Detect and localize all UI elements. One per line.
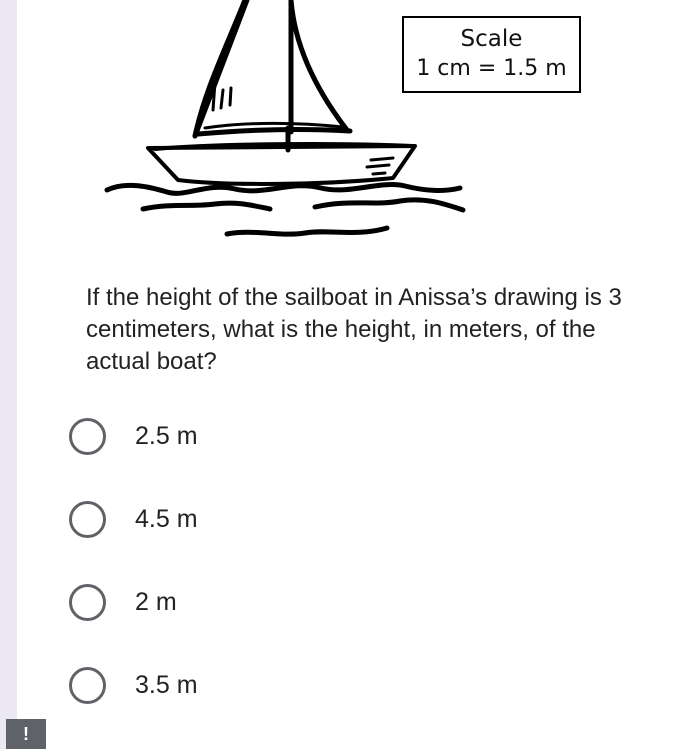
scale-box [402,16,581,93]
question-text: If the height of the sailboat in Anissa’s drawing is 3 centimeters, what is the height, in meters, of the actual boat? [86,284,622,375]
left-side-strip [0,0,17,749]
radio-button[interactable] [69,667,106,704]
answer-option-b[interactable] [69,499,469,539]
answer-option-label: 3.5 m [135,670,198,699]
scale-value: 1 cm = 1.5 m [416,56,567,81]
answer-option-a[interactable] [69,416,469,456]
answer-option-c[interactable] [69,582,469,622]
exclamation-icon[interactable]: ! [6,719,46,749]
answer-option-label: 2.5 m [135,421,198,450]
answer-option-label: 4.5 m [135,504,198,533]
answer-options [69,416,469,748]
answer-option-d[interactable] [69,665,469,705]
radio-button[interactable] [69,584,106,621]
scale-title: Scale [460,26,523,52]
radio-button[interactable] [69,501,106,538]
answer-option-label: 2 m [135,587,177,616]
radio-button[interactable] [69,418,106,455]
